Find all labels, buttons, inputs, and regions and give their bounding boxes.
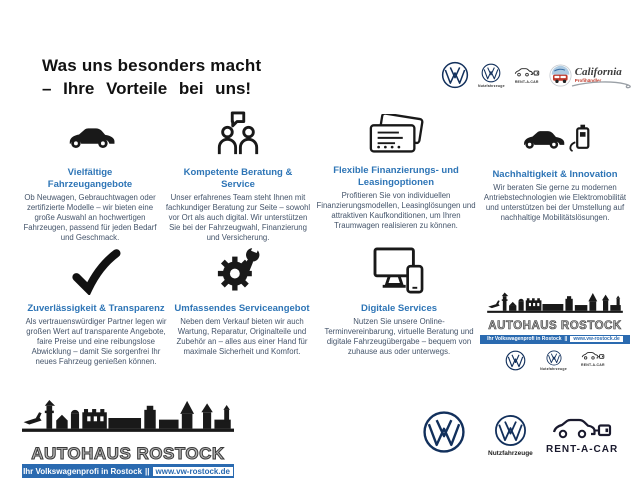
feature-title: Flexible Finanzierungs- und Leasingoptionen xyxy=(333,165,459,188)
dealer-logo-block xyxy=(480,292,630,371)
vw-logo-icon xyxy=(505,350,526,371)
brand-bar xyxy=(441,56,622,94)
dealer-name: AUTOHAUS ROSTOCK xyxy=(488,320,622,332)
feature-title: Vielfältige Fahrzeugangebote xyxy=(47,167,133,190)
consulting-people-icon xyxy=(164,106,312,162)
feature-title: Nachhaltigkeit & Innovation xyxy=(492,169,618,180)
dealer-name: AUTOHAUS ROSTOCK xyxy=(31,444,225,463)
car-icon xyxy=(20,112,160,162)
checkmark-icon xyxy=(20,246,172,298)
vw-logo-icon xyxy=(494,414,527,447)
feature-text: Unser erfahrenes Team steht Ihnen mit fachkundiger Beratung zur Seite – sowohl vor Ort als auch digital. Wir unterstützen Sie bei der Fahrzeugwahl, Finanzierung und Versicherung. xyxy=(165,192,311,243)
banknotes-icon xyxy=(316,110,476,160)
page-title-line2: – Ihre Vorteile bei uns! xyxy=(42,79,252,98)
rent-a-car-logo xyxy=(514,66,540,84)
vw-nutzfahrzeuge-logo xyxy=(478,63,505,88)
dealer-tagline: Ihr Volkswagenprofi in Rostock xyxy=(23,466,143,476)
feature-title: Umfassendes Serviceangebot xyxy=(174,303,310,314)
feature-text: Nutzen Sie unsere Online-Terminvereinbarung, virtuelle Beratung und digitale Fahrzeugübergabe – bequem von zuhause aus oder unterwegs. xyxy=(324,316,474,357)
feature-title: Zuverlässigkeit & Transparenz xyxy=(27,303,165,314)
dealer-tagline-bar xyxy=(480,335,630,344)
dealer-website: www.vw-rostock.de xyxy=(570,336,623,342)
dealer-tagline: Ihr Volkswagenprofi in Rostock xyxy=(487,336,562,342)
rostock-skyline-icon xyxy=(22,396,234,440)
feature-sustainability xyxy=(478,114,632,223)
rent-a-car-logo xyxy=(546,416,618,455)
nutzfahrzeuge-label: Nutzfahrzeuge xyxy=(478,83,505,88)
california-label: California xyxy=(574,65,622,78)
feature-title: Digitale Services xyxy=(360,303,438,314)
vw-logo xyxy=(422,410,466,454)
rent-a-car-label: RENT-A-CAR xyxy=(580,362,605,367)
page-title-line1: Was uns besonders macht xyxy=(42,56,262,75)
rent-a-car-label: RENT-A-CAR xyxy=(514,80,539,84)
california-swoosh-icon xyxy=(571,79,635,89)
rent-a-car-icon xyxy=(514,66,540,79)
dealer-tagline-bar xyxy=(22,464,234,478)
rostock-skyline-icon xyxy=(481,292,629,316)
california-van-icon xyxy=(549,64,572,87)
vw-logo-icon xyxy=(546,350,562,366)
nutzfahrzeuge-label: Nutzfahrzeuge xyxy=(488,450,533,457)
feature-consulting xyxy=(164,106,312,243)
vw-logo-icon xyxy=(441,61,469,89)
dealer-separator: || xyxy=(145,466,150,476)
dealer-separator: || xyxy=(564,336,568,342)
dealer-brand-logos xyxy=(480,350,630,371)
california-profihaendler-badge xyxy=(549,64,622,87)
feature-text: Als vertrauenswürdiger Partner legen wir großen Wert auf transparente Angebote, faire Preise und eine reibungslose Abwicklung – damit Sie sorgenfrei Ihr neues Fahrzeug genießen können. xyxy=(25,316,167,367)
electric-car-icon xyxy=(478,114,632,164)
dealer-website: www.vw-rostock.de xyxy=(153,467,233,476)
feature-reliability xyxy=(20,246,172,368)
nutzfahrzeuge-label: Nutzfahrzeuge xyxy=(540,366,567,371)
rent-a-car-icon xyxy=(581,350,605,362)
feature-text: Ob Neuwagen, Gebrauchtwagen oder zertifizierte Modelle – wir bieten eine große Auswahl an hochwertigen Fahrzeugen, passend für jeden Bedarf und Geschmack. xyxy=(23,192,157,243)
dealer-logo-block xyxy=(22,396,234,478)
rent-a-car-logo xyxy=(581,350,605,367)
gear-wrench-icon xyxy=(166,242,318,298)
feature-text: Wir beraten Sie gerne zu modernen Antriebstechnologien wie Elektromobilität und unterstützen bei der Umstellung auf nachhaltige Mobilitätslösungen. xyxy=(483,182,627,223)
feature-text: Neben dem Verkauf bieten wir auch Wartung, Reparatur, Originalteile und Zubehör an – alles aus einer Hand für maximale Sicherheit und Komfort. xyxy=(176,316,308,357)
vw-logo-icon xyxy=(481,63,501,83)
vw-logo-icon xyxy=(422,410,466,454)
feature-financing xyxy=(316,110,476,231)
feature-digital-services xyxy=(322,244,476,357)
feature-vehicle-range xyxy=(20,112,160,243)
vw-nutzfahrzeuge-logo xyxy=(540,350,567,371)
vw-nutzfahrzeuge-logo xyxy=(488,414,533,457)
feature-title: Kompetente Beratung & Service xyxy=(183,167,293,190)
page-title xyxy=(42,56,261,99)
feature-service xyxy=(166,242,318,357)
rent-a-car-label: RENT-A-CAR xyxy=(546,444,619,455)
rent-a-car-icon xyxy=(551,416,613,442)
feature-text: Profitieren Sie von individuellen Finanzierungsmodellen, Leasinglösungen und attraktiven Kaufkonditionen, um Ihren Traumwagen realisieren zu können. xyxy=(316,190,476,231)
devices-icon xyxy=(322,244,476,298)
california-sub-label: Profihändler xyxy=(574,77,602,83)
